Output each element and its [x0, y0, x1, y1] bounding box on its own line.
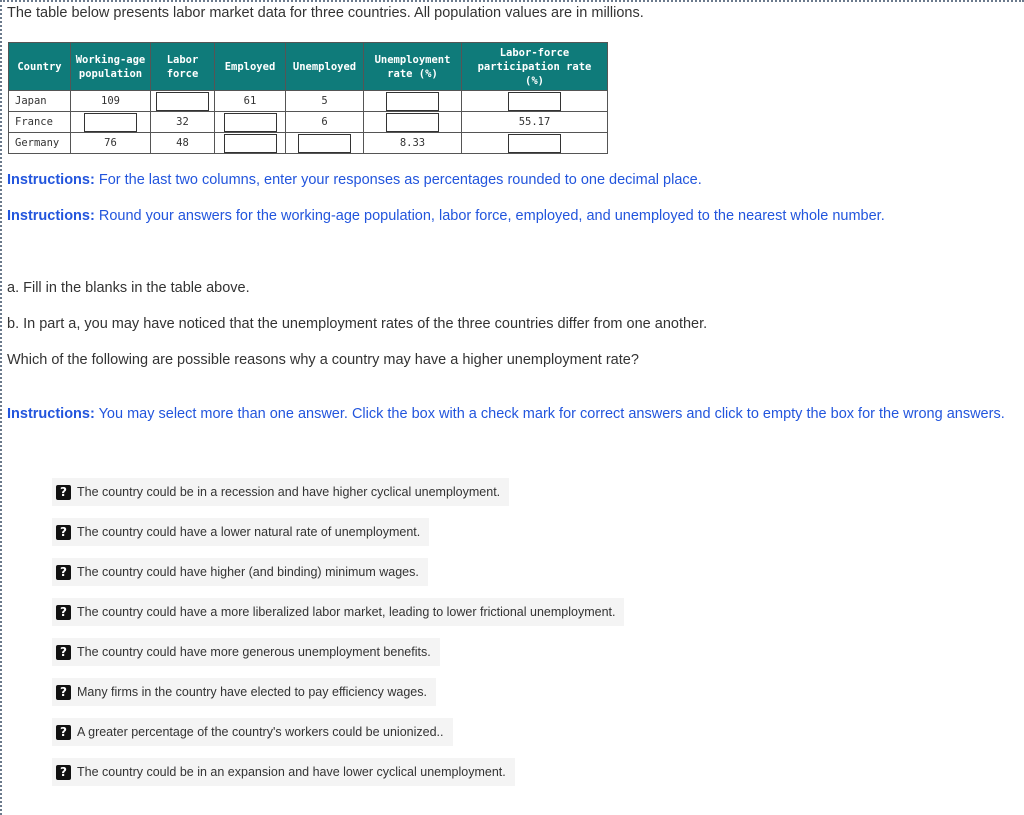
- instructions-2: [7, 208, 1007, 225]
- working-age-cell: 76: [71, 133, 151, 154]
- labor-force-cell: 48: [151, 133, 215, 154]
- unemployed-cell: 6: [286, 112, 364, 133]
- header-labor-force: Labor force: [151, 43, 215, 91]
- working-age-input[interactable]: [84, 113, 137, 132]
- answer-option[interactable]: [52, 558, 428, 586]
- lfpr-cell: 55.17: [462, 112, 608, 133]
- answer-option[interactable]: [52, 478, 509, 506]
- header-working-age: Working-age population: [71, 43, 151, 91]
- header-employed: Employed: [215, 43, 286, 91]
- answer-option[interactable]: [52, 598, 624, 626]
- country-cell: France: [9, 112, 71, 133]
- option-label: The country could have a lower natural rate of unemployment.: [77, 525, 421, 539]
- instructions-text: For the last two columns, enter your responses as percentages rounded to one decimal place.: [98, 172, 702, 188]
- instructions-text: Round your answers for the working-age population, labor force, employed, and unemployed to the nearest whole number.: [98, 208, 885, 224]
- question-mark-icon[interactable]: ?: [56, 685, 71, 700]
- instructions-label: Instructions:: [7, 208, 95, 224]
- answer-option[interactable]: [52, 638, 440, 666]
- instructions-label: Instructions:: [7, 406, 95, 422]
- lfpr-input[interactable]: [508, 134, 561, 153]
- intro-text: The table below presents labor market data for three countries. All population values are in millions.: [7, 5, 644, 21]
- question-text: Which of the following are possible reasons why a country may have a higher unemployment rate?: [7, 352, 639, 368]
- table-row: [9, 112, 608, 133]
- instructions-3: [7, 406, 1007, 423]
- question-mark-icon[interactable]: ?: [56, 645, 71, 660]
- option-label: The country could have more generous unemployment benefits.: [77, 645, 431, 659]
- part-a-text: a. Fill in the blanks in the table above.: [7, 280, 250, 296]
- option-label: A greater percentage of the country's workers could be unionized..: [77, 725, 444, 739]
- unemployment-rate-cell: 8.33: [364, 133, 462, 154]
- question-mark-icon[interactable]: ?: [56, 605, 71, 620]
- employed-input[interactable]: [224, 113, 277, 132]
- unemployed-cell: 5: [286, 91, 364, 112]
- unemployment-rate-input[interactable]: [386, 113, 439, 132]
- country-cell: Germany: [9, 133, 71, 154]
- part-b-text: b. In part a, you may have noticed that the unemployment rates of the three countries differ from one another.: [7, 316, 708, 332]
- working-age-cell: 109: [71, 91, 151, 112]
- lfpr-input[interactable]: [508, 92, 561, 111]
- question-mark-icon[interactable]: ?: [56, 765, 71, 780]
- option-label: The country could have higher (and binding) minimum wages.: [77, 565, 419, 579]
- answer-option[interactable]: [52, 758, 515, 786]
- labor-force-input[interactable]: [156, 92, 209, 111]
- option-label: The country could be in an expansion and have lower cyclical unemployment.: [77, 765, 506, 779]
- header-unemployment-rate: Unemployment rate (%): [364, 43, 462, 91]
- table-row: [9, 91, 608, 112]
- answer-option[interactable]: [52, 518, 429, 546]
- option-label: The country could have a more liberalized labor market, leading to lower frictional unemployment.: [77, 605, 616, 619]
- employed-input[interactable]: [224, 134, 277, 153]
- answer-option[interactable]: [52, 718, 453, 746]
- labor-market-table: [8, 42, 608, 154]
- option-label: The country could be in a recession and have higher cyclical unemployment.: [77, 485, 501, 499]
- option-label: Many firms in the country have elected to pay efficiency wages.: [77, 685, 427, 699]
- instructions-label: Instructions:: [7, 172, 95, 188]
- unemployment-rate-input[interactable]: [386, 92, 439, 111]
- instructions-text: You may select more than one answer. Click the box with a check mark for correct answers and click to empty the box for the wrong answers.: [98, 406, 1005, 422]
- employed-cell: 61: [215, 91, 286, 112]
- instructions-1: [7, 172, 1007, 189]
- header-country: Country: [9, 43, 71, 91]
- answer-option[interactable]: [52, 678, 436, 706]
- country-cell: Japan: [9, 91, 71, 112]
- labor-force-cell: 32: [151, 112, 215, 133]
- header-lfpr: Labor-force participation rate (%): [462, 43, 608, 91]
- table-row: [9, 133, 608, 154]
- question-mark-icon[interactable]: ?: [56, 565, 71, 580]
- unemployed-input[interactable]: [298, 134, 351, 153]
- question-mark-icon[interactable]: ?: [56, 485, 71, 500]
- header-unemployed: Unemployed: [286, 43, 364, 91]
- table-header-row: [9, 43, 608, 91]
- question-mark-icon[interactable]: ?: [56, 525, 71, 540]
- question-mark-icon[interactable]: ?: [56, 725, 71, 740]
